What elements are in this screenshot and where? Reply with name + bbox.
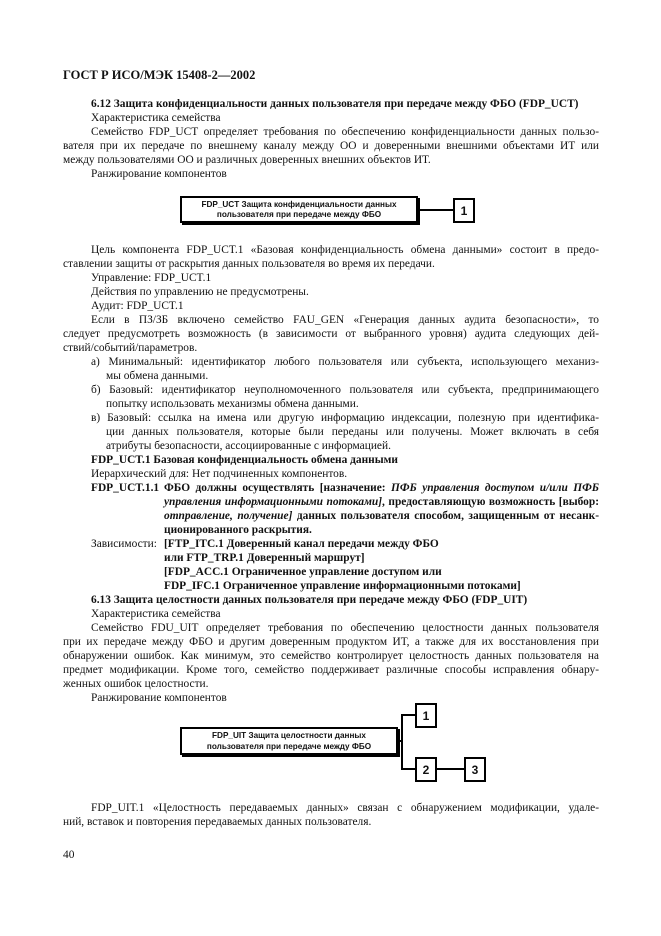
text-line: Если в ПЗ/ЗБ включено семейство FAU_GEN «Генерация данных аудита безопасности», то	[91, 314, 599, 326]
text-line: Семейство FDU_UIT определяет требования по обеспечению целостности данных пользователя	[91, 622, 599, 634]
section-6-12-title: 6.12 Защита конфиденциальности данных пользователя при передаче между ФБО (FDP_UCT)	[91, 98, 579, 110]
text-line: предмет модификации. Кроме того, семейство поддерживает различные способы исправления обнару-	[63, 664, 599, 676]
family-heading: Характеристика семейства	[91, 608, 221, 620]
list-item-cont: мы обмена данными.	[106, 370, 209, 382]
element-line: управления информационными потоками], предоставляющую возможность [выбор:	[164, 496, 600, 508]
text-line: следует предусмотреть возможность (в зависимости от выбранного уровня) аудита следующих дей-	[63, 328, 599, 340]
box-label: FDP_UIT Защита целостности данных	[212, 731, 366, 740]
dependency: [FTP_ITC.1 Доверенный канал передачи между ФБО	[164, 538, 439, 550]
list-item: в) Базовый: ссылка на имена или другую информацию индексации, полезную при идентифика-	[91, 412, 599, 424]
text-line: Действия по управлению не предусмотрены.	[91, 286, 309, 298]
connector-line	[437, 768, 465, 770]
component-box-3	[464, 757, 486, 782]
connector-line	[401, 714, 403, 770]
text-line: Семейство FDP_UCT определяет требования по обеспечению конфиденциальности данных пользо-	[91, 126, 599, 138]
family-box-fdp-uit	[180, 727, 398, 755]
box-label: пользователя при передаче между ФБО	[216, 210, 382, 219]
text-line: FDP_UIT.1 «Целостность передаваемых данных» связан с обнаружением модификации, удале-	[91, 802, 599, 814]
section-6-13-title: 6.13 Защита целостности данных пользователя при передаче между ФБО (FDP_UIT)	[91, 594, 528, 606]
box-label: пользователя при передаче между ФБО	[206, 742, 372, 751]
list-item: б) Базовый: идентификатор неуполномоченного пользователя или субъекта, предпринимающего	[91, 384, 599, 396]
dependency: или FTP_TRP.1 Доверенный маршрут]	[164, 552, 365, 564]
text-line: ставлении защиты от раскрытия данных пользователя во время их передачи.	[63, 258, 435, 270]
family-heading: Характеристика семейства	[91, 112, 221, 124]
list-item-cont: ции данных пользователя, которые были переданы или получены. Может включать в себя	[106, 426, 599, 438]
text-line: ствий/событий/параметров.	[63, 342, 198, 354]
component-box-1	[415, 703, 437, 728]
family-box-fdp-uct	[180, 196, 418, 223]
element-id: FDP_UCT.1.1	[91, 482, 160, 494]
text-line: ний, вставок и повторения передаваемых данных пользователя.	[63, 816, 372, 828]
text-line: Цель компонента FDP_UCT.1 «Базовая конфиденциальность обмена данными» состоит в предо-	[91, 244, 599, 256]
ranking-heading: Ранжирование компонентов	[91, 692, 227, 704]
hierarchy-text: Иерархический для: Нет подчиненных компонентов.	[91, 468, 348, 480]
list-item-cont: атрибуты безопасности, ассоциированные с информацией.	[106, 440, 391, 452]
text-line: обнаружении ошибок. Как минимум, это семейство контролирует целостность данных пользователя на	[63, 650, 599, 662]
component-box-2	[415, 757, 437, 782]
dependency: FDP_IFC.1 Ограниченное управление информационными потоками]	[164, 580, 521, 592]
list-item-cont: попытку использовать механизмы обмена данными.	[106, 398, 359, 410]
component-number: 1	[422, 709, 430, 723]
component-number: 2	[422, 763, 430, 777]
dependencies-label: Зависимости:	[91, 538, 157, 550]
element-line: ционированного раскрытия.	[164, 524, 312, 536]
document-header: ГОСТ Р ИСО/МЭК 15408-2—2002	[63, 68, 256, 82]
text-line: между пользователями ОО и различных доверенных внешних объектов ИТ.	[63, 154, 431, 166]
audit-heading: Аудит: FDP_UCT.1	[91, 300, 184, 312]
text-line: женных ошибок целостности.	[63, 678, 209, 690]
component-title: FDP_UCT.1 Базовая конфиденциальность обмена данными	[91, 454, 398, 466]
connector-line	[420, 209, 454, 211]
dependency: [FDP_ACC.1 Ограниченное управление доступом или	[164, 566, 442, 578]
list-item: а) Минимальный: идентификатор любого пользователя или субъекта, использующего механиз-	[91, 356, 599, 368]
text-line: вателя при их передаче по внешнему каналу между ОО и доверенными внешними объектами ИТ или	[63, 140, 599, 152]
component-number: 3	[471, 763, 479, 777]
page-number: 40	[63, 849, 75, 861]
management-heading: Управление: FDP_UCT.1	[91, 272, 212, 284]
box-label: FDP_UCT Защита конфиденциальности данных	[201, 200, 397, 209]
text-line: при их передаче между ФБО и другим доверенным продуктом ИТ, а также для их восстановления при	[63, 636, 599, 648]
element-line: ФБО должны осуществлять [назначение: ПФБ управления доступом и/или ПФБ	[164, 482, 599, 494]
component-number: 1	[460, 204, 468, 218]
component-box-1	[453, 198, 475, 223]
element-line: отправление, получение] данных пользователя способом, защищенным от несанк-	[164, 510, 599, 522]
ranking-heading: Ранжирование компонентов	[91, 168, 227, 180]
